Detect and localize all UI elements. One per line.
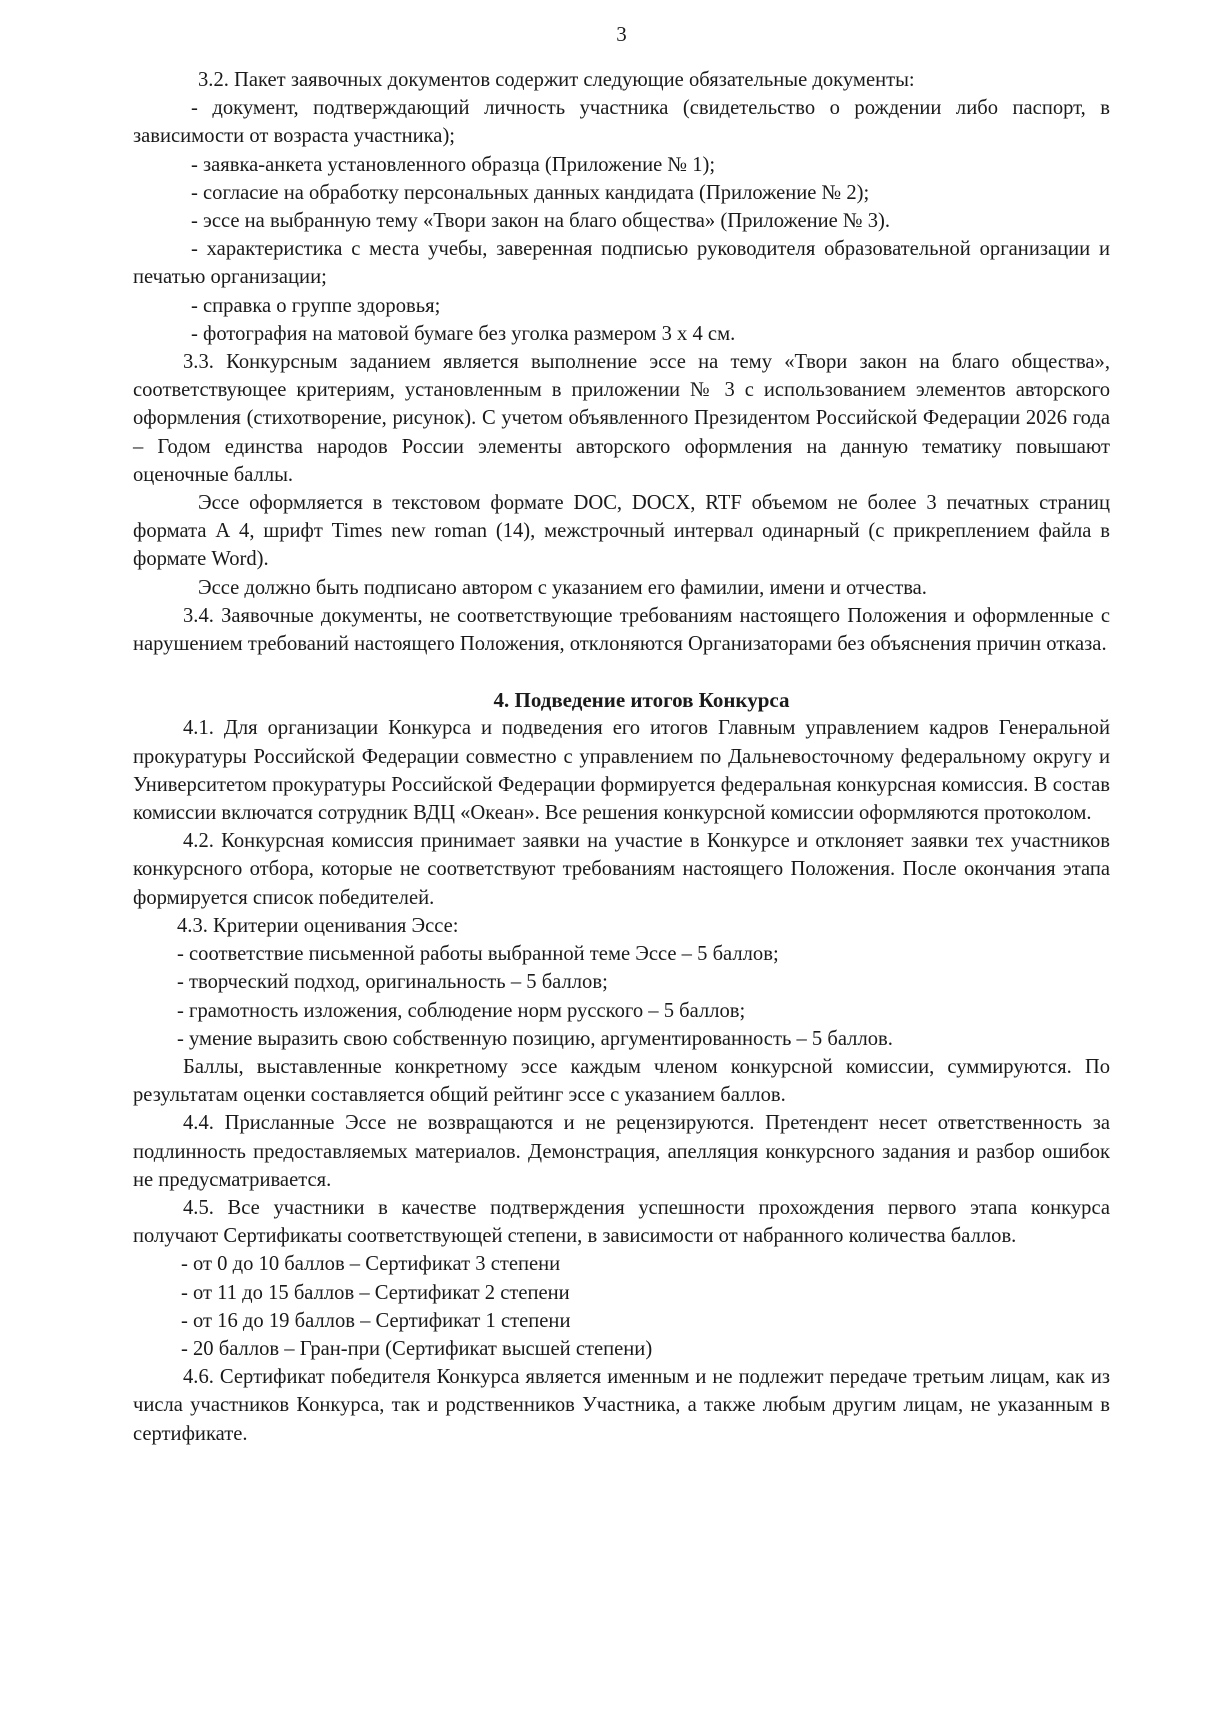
paragraph-4-6: 4.6. Сертификат победителя Конкурса является именным и не подлежит передаче третьим лицам, как из числа участников Конкурса, так и родственников Участника, а также любым другим лицам, не указанным в сертификате. (133, 1366, 1110, 1445)
section-3 (133, 66, 1110, 658)
paragraph-4-3-sum: Баллы, выставленные конкретному эссе каждым членом конкурсной комиссии, суммируются. По результатам оценки составляется общий рейтинг эссе с указанием баллов. (133, 1055, 1110, 1107)
paragraph-4-2: 4.2. Конкурсная комиссия принимает заявки на участие в Конкурсе и отклоняет заявки тех участников конкурсного отбора, которые не соответствуют требованиям настоящего Положения. После окончания этапа формируется список победителей. (133, 830, 1110, 909)
list-item: - творческий подход, оригинальность – 5 баллов; (177, 971, 608, 994)
list-item: - документ, подтверждающий личность участника (свидетельство о рождении либо паспорт, в зависимости от возраста участника); (133, 97, 1110, 148)
page-number: 3 (616, 22, 627, 46)
section-4 (133, 686, 1110, 1447)
list-item: - грамотность изложения, соблюдение норм русского – 5 баллов; (177, 999, 746, 1022)
list-item: - эссе на выбранную тему «Твори закон на благо общества» (Приложение № 3). (191, 210, 891, 233)
paragraph-3-3-format: Эссе оформляется в текстовом формате DOC, DOCX, RTF объемом не более 3 печатных страниц формата А 4, шрифт Times new roman (14), межстрочный интервал одинарный (с прикреплением файла в формате Word). (133, 492, 1110, 571)
list-item: - 20 баллов – Гран-при (Сертификат высшей степени) (181, 1337, 653, 1360)
list-item: - умение выразить свою собственную позицию, аргументированность – 5 баллов. (177, 1027, 893, 1050)
section-heading: 4. Подведение итогов Конкурса (493, 688, 790, 713)
list-item: - от 11 до 15 баллов – Сертификат 2 степени (181, 1281, 570, 1304)
list-item: - соответствие письменной работы выбранной теме Эссе – 5 баллов; (177, 943, 779, 966)
paragraph-4-5: 4.5. Все участники в качестве подтверждения успешности прохождения первого этапа конкурса получают Сертификаты соответствующей степени, в зависимости от набранного количества баллов. (133, 1196, 1110, 1248)
list-item: - заявка-анкета установленного образца (Приложение № 1); (191, 153, 716, 176)
paragraph-3-4: 3.4. Заявочные документы, не соответствующие требованиям настоящего Положения и оформленные с нарушением требований настоящего Положения, отклоняются Организаторами без объяснения причин отказа. (133, 604, 1110, 656)
list-item: - согласие на обработку персональных данных кандидата (Приложение № 2); (191, 181, 870, 204)
list-item: - характеристика с места учебы, заверенная подписью руководителя образовательной организации и печатью организации; (133, 238, 1110, 289)
list-item: - справка о группе здоровья; (191, 294, 441, 317)
list-item: - от 0 до 10 баллов – Сертификат 3 степени (181, 1253, 561, 1276)
paragraph-3-2-intro: 3.2. Пакет заявочных документов содержит следующие обязательные документы: (198, 69, 915, 91)
paragraph-4-3-intro: 4.3. Критерии оценивания Эссе: (177, 914, 459, 937)
paragraph-4-1: 4.1. Для организации Конкурса и подведения его итогов Главным управлением кадров Генеральной прокуратуры Российской Федерации совместно с управлением по Дальневосточному федеральному округу и Университетом прокуратуры Российской Федерации формируется федеральная конкурсная комиссия. В состав комиссии включатся сотрудник ВДЦ «Океан». Все решения конкурсной комиссии оформляются протоколом. (133, 717, 1110, 825)
paragraph-3-3-sign: Эссе должно быть подписано автором с указанием его фамилии, имени и отчества. (198, 576, 927, 599)
list-item: - от 16 до 19 баллов – Сертификат 1 степени (181, 1309, 571, 1332)
paragraph-4-4: 4.4. Присланные Эссе не возвращаются и не рецензируются. Претендент несет ответственность за подлинность предоставляемых материалов. Демонстрация, апелляция конкурсного задания и разбор ошибок не предусматривается. (133, 1112, 1110, 1191)
paragraph-3-3: 3.3. Конкурсным заданием является выполнение эссе на тему «Твори закон на благо общества», соответствующее критериям, установленным в приложении № 3 с использованием элементов авторского оформления (стихотворение, рисунок). С учетом объявленного Президентом Российской Федерации 2026 года – Годом единства народов России элементы авторского оформления на данную тематику повышают оценочные баллы. (133, 351, 1110, 486)
list-item: - фотография на матовой бумаге без уголка размером 3 х 4 см. (191, 322, 736, 345)
